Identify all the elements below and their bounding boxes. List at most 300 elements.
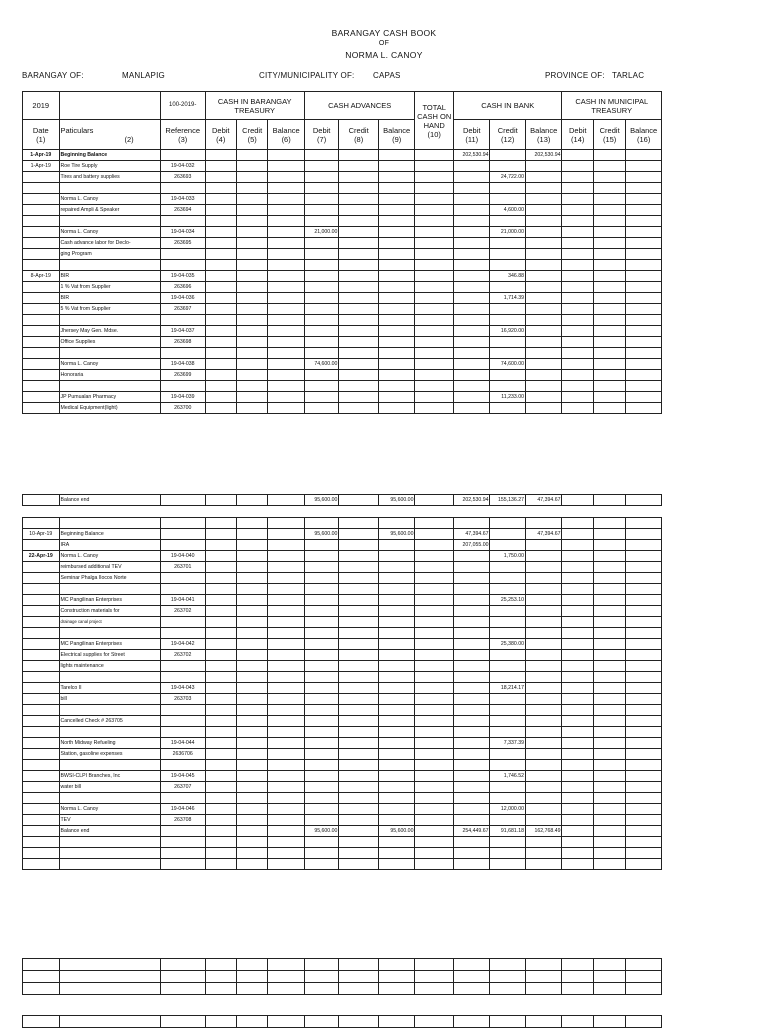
cell-mun_credit <box>593 595 625 606</box>
cell-adv_debit: 74,600.00 <box>304 359 338 370</box>
cell-part <box>59 727 160 738</box>
cell-bank_bal <box>525 815 562 826</box>
cell-brgy_credit <box>236 826 267 837</box>
cell-adv_bal <box>378 238 415 249</box>
cell-adv_credit <box>339 639 379 650</box>
col-header: Credit (12) <box>490 120 525 150</box>
cell-brgy_bal <box>268 782 305 793</box>
cell-brgy_bal <box>268 705 305 716</box>
cell-mun_credit <box>593 628 625 639</box>
cell-part: repaired Ampli & Speaker <box>59 205 160 216</box>
cell-bank_debit <box>453 716 490 727</box>
cell-brgy_credit <box>236 683 267 694</box>
cell-brgy_bal <box>268 837 305 848</box>
cell-bank_bal <box>525 716 562 727</box>
cell-brgy_debit <box>205 172 236 183</box>
cell-ref <box>160 716 205 727</box>
cell-adv_credit <box>339 161 379 172</box>
empty-cell <box>268 1016 305 1028</box>
table-row <box>23 348 662 359</box>
cell-mun_credit <box>593 161 625 172</box>
cell-mun_debit <box>562 282 593 293</box>
cell-bank_debit <box>453 837 490 848</box>
cell-bank_bal <box>525 749 562 760</box>
empty-cell <box>453 983 490 995</box>
cashbook-blank-rows-2 <box>22 1015 662 1028</box>
table-row <box>23 584 662 595</box>
cell-adv_credit <box>339 705 379 716</box>
cell-adv_bal <box>378 628 415 639</box>
empty-cell <box>562 983 593 995</box>
cell-mun_credit <box>593 348 625 359</box>
cell-total <box>415 562 454 573</box>
cell-adv_debit <box>304 260 338 271</box>
cell-adv_credit <box>339 326 379 337</box>
cell-date <box>23 738 60 749</box>
cell-ref <box>160 672 205 683</box>
cell-brgy_debit <box>205 793 236 804</box>
table-row <box>23 249 662 260</box>
cell-mun_debit <box>562 562 593 573</box>
cell-ref: 19-04-032 <box>160 161 205 172</box>
cell-part <box>59 859 160 870</box>
cell-total <box>415 826 454 837</box>
cell-bank_credit <box>490 348 526 359</box>
cell-bank_debit <box>453 694 490 705</box>
cell-mun_credit <box>593 793 625 804</box>
cell-bank_credit <box>490 238 526 249</box>
cell-mun_bal <box>626 573 662 584</box>
cell-mun_bal <box>626 359 662 370</box>
barangay-value: MANLAPIG <box>122 71 165 80</box>
cell-mun_bal <box>626 238 662 249</box>
table-row <box>23 293 662 304</box>
cell-total <box>415 650 454 661</box>
empty-cell <box>626 1016 662 1028</box>
cell-adv_debit <box>304 595 338 606</box>
cell-brgy_debit <box>205 738 236 749</box>
empty-cell <box>562 1016 593 1028</box>
cell-date <box>23 370 60 381</box>
cell-date <box>23 238 60 249</box>
cell-bank_bal <box>525 337 562 348</box>
cell-brgy_credit <box>236 804 267 815</box>
cell-mun_credit <box>593 315 625 326</box>
cell-total <box>415 584 454 595</box>
cell-adv_debit <box>304 694 338 705</box>
cell-adv_bal <box>378 403 415 414</box>
cell-adv_debit <box>304 540 338 551</box>
cell-bank_debit <box>453 172 490 183</box>
cell-bank_credit <box>490 315 526 326</box>
cell-adv_bal <box>378 551 415 562</box>
cell-adv_debit <box>304 804 338 815</box>
cell-adv_bal <box>378 749 415 760</box>
cell-mun_credit <box>593 705 625 716</box>
cell-mun_credit <box>593 337 625 348</box>
empty-cell <box>415 1016 454 1028</box>
cell-total <box>415 595 454 606</box>
cell-date <box>23 359 60 370</box>
cell-total <box>415 738 454 749</box>
cell-date <box>23 573 60 584</box>
cell-brgy_bal <box>268 595 305 606</box>
cell-brgy_credit <box>236 194 267 205</box>
empty-cell <box>415 959 454 971</box>
cell-date <box>23 617 60 628</box>
cell-adv_debit <box>304 293 338 304</box>
cell-adv_bal <box>378 771 415 782</box>
cell-mun_debit <box>562 628 593 639</box>
cell-adv_credit <box>339 172 379 183</box>
cell-part: lights maintenance <box>59 661 160 672</box>
cell-mun_debit <box>562 293 593 304</box>
year-cell: 2019 <box>23 92 60 120</box>
table-row <box>23 326 662 337</box>
cell-brgy_bal <box>268 282 305 293</box>
cell-date <box>23 518 60 529</box>
cell-bank_debit: 202,530.94 <box>453 150 490 161</box>
cell-bank_debit <box>453 161 490 172</box>
cell-brgy_debit <box>205 551 236 562</box>
cell-brgy_credit <box>236 150 267 161</box>
cell-adv_bal <box>378 716 415 727</box>
cell-ref: 19-04-036 <box>160 293 205 304</box>
cell-bank_bal <box>525 348 562 359</box>
cell-adv_debit <box>304 304 338 315</box>
cell-brgy_credit <box>236 815 267 826</box>
cell-bank_credit: 155,136.27 <box>490 495 526 506</box>
cell-bank_bal <box>525 238 562 249</box>
cell-bank_bal <box>525 848 562 859</box>
cell-mun_debit <box>562 194 593 205</box>
empty-cell <box>378 971 415 983</box>
cell-bank_credit: 25,380.00 <box>490 639 526 650</box>
cell-mun_credit <box>593 260 625 271</box>
cash-advances-header: CASH ADVANCES <box>304 92 415 120</box>
cell-brgy_debit <box>205 837 236 848</box>
col-header: Balance (16) <box>626 120 662 150</box>
cell-bank_credit <box>490 650 526 661</box>
cell-part <box>59 672 160 683</box>
cell-date <box>23 749 60 760</box>
empty-cell <box>593 983 625 995</box>
cell-bank_bal <box>525 804 562 815</box>
cell-bank_debit <box>453 584 490 595</box>
table-row <box>23 815 662 826</box>
cell-date <box>23 837 60 848</box>
cell-bank_credit: 7,337.39 <box>490 738 526 749</box>
table-row <box>23 650 662 661</box>
cell-ref: 263702 <box>160 606 205 617</box>
cell-mun_debit <box>562 205 593 216</box>
cell-mun_debit <box>562 326 593 337</box>
cell-total <box>415 315 454 326</box>
cell-brgy_bal <box>268 260 305 271</box>
cell-total <box>415 392 454 403</box>
cell-bank_bal <box>525 183 562 194</box>
cell-ref: 263698 <box>160 337 205 348</box>
cash-bank-header: CASH IN BANK <box>453 92 562 120</box>
cell-mun_credit <box>593 359 625 370</box>
cell-brgy_debit <box>205 628 236 639</box>
empty-cell <box>562 971 593 983</box>
cell-mun_bal <box>626 260 662 271</box>
empty-cell <box>490 971 526 983</box>
cell-mun_bal <box>626 837 662 848</box>
cell-brgy_bal <box>268 540 305 551</box>
cell-brgy_credit <box>236 205 267 216</box>
cell-part <box>59 381 160 392</box>
cell-mun_debit <box>562 172 593 183</box>
cell-mun_credit <box>593 370 625 381</box>
cell-adv_bal <box>378 183 415 194</box>
col-header: Debit (14) <box>562 120 593 150</box>
cell-ref: 19-04-037 <box>160 326 205 337</box>
cell-adv_bal <box>378 518 415 529</box>
cell-adv_credit <box>339 183 379 194</box>
cell-brgy_debit <box>205 370 236 381</box>
cell-brgy_bal <box>268 606 305 617</box>
cell-adv_debit <box>304 551 338 562</box>
cell-mun_bal <box>626 617 662 628</box>
empty-cell <box>304 971 338 983</box>
cell-mun_bal <box>626 584 662 595</box>
empty-cell <box>59 959 160 971</box>
cell-brgy_credit <box>236 518 267 529</box>
cell-brgy_bal <box>268 529 305 540</box>
cell-adv_credit <box>339 315 379 326</box>
cell-bank_bal <box>525 540 562 551</box>
cell-brgy_credit <box>236 326 267 337</box>
cell-bank_debit <box>453 705 490 716</box>
cell-ref: 19-04-038 <box>160 359 205 370</box>
cell-ref: 263707 <box>160 782 205 793</box>
cell-mun_bal <box>626 705 662 716</box>
cell-bank_debit <box>453 260 490 271</box>
cell-brgy_credit <box>236 238 267 249</box>
cell-mun_credit <box>593 495 625 506</box>
cell-brgy_credit <box>236 227 267 238</box>
cell-brgy_bal <box>268 337 305 348</box>
cell-adv_credit <box>339 793 379 804</box>
cell-brgy_debit <box>205 815 236 826</box>
cell-bank_bal <box>525 760 562 771</box>
cell-bank_debit <box>453 683 490 694</box>
cashbook-title-of: OF <box>378 40 390 47</box>
cell-brgy_credit <box>236 260 267 271</box>
cell-adv_bal <box>378 694 415 705</box>
cashbook-balance-end-1 <box>22 494 662 506</box>
table-row <box>23 826 662 837</box>
cell-brgy_bal <box>268 238 305 249</box>
cell-brgy_bal <box>268 639 305 650</box>
cell-total <box>415 304 454 315</box>
empty-cell <box>205 1016 236 1028</box>
cell-mun_credit <box>593 551 625 562</box>
cell-mun_bal <box>626 727 662 738</box>
cell-brgy_credit <box>236 760 267 771</box>
cell-mun_debit <box>562 249 593 260</box>
cell-adv_debit <box>304 584 338 595</box>
cell-bank_bal <box>525 606 562 617</box>
cell-ref: 263696 <box>160 282 205 293</box>
cell-adv_debit: 95,600.00 <box>304 826 338 837</box>
cell-mun_debit <box>562 370 593 381</box>
cell-ref <box>160 540 205 551</box>
cell-adv_debit <box>304 683 338 694</box>
cell-bank_debit: 47,394.67 <box>453 529 490 540</box>
empty-cell <box>59 1016 160 1028</box>
cell-ref: 263708 <box>160 815 205 826</box>
table-row <box>23 959 662 971</box>
cell-brgy_bal <box>268 271 305 282</box>
cell-brgy_credit <box>236 727 267 738</box>
cell-adv_credit <box>339 848 379 859</box>
cell-bank_bal <box>525 249 562 260</box>
cell-bank_credit <box>490 584 526 595</box>
cell-brgy_debit <box>205 315 236 326</box>
cell-bank_credit: 18,214.17 <box>490 683 526 694</box>
cell-bank_credit: 1,714.39 <box>490 293 526 304</box>
cell-mun_debit <box>562 337 593 348</box>
cell-bank_credit: 1,750.00 <box>490 551 526 562</box>
cell-ref: 263697 <box>160 304 205 315</box>
cell-brgy_bal <box>268 205 305 216</box>
cell-mun_credit <box>593 392 625 403</box>
cell-adv_bal <box>378 194 415 205</box>
cell-bank_debit <box>453 639 490 650</box>
cell-mun_debit <box>562 271 593 282</box>
cell-bank_credit <box>490 161 526 172</box>
cell-date <box>23 815 60 826</box>
cell-total <box>415 727 454 738</box>
cell-mun_credit <box>593 304 625 315</box>
cell-adv_debit <box>304 617 338 628</box>
cell-bank_credit: 16,920.00 <box>490 326 526 337</box>
cell-adv_debit <box>304 183 338 194</box>
cell-part: Tarelco II <box>59 683 160 694</box>
cell-part <box>59 628 160 639</box>
cell-adv_bal <box>378 359 415 370</box>
table-row <box>23 971 662 983</box>
cell-adv_debit <box>304 760 338 771</box>
cell-adv_debit <box>304 782 338 793</box>
empty-cell <box>268 971 305 983</box>
empty-cell <box>593 1016 625 1028</box>
cell-adv_debit <box>304 194 338 205</box>
cell-brgy_debit <box>205 661 236 672</box>
cell-bank_bal <box>525 727 562 738</box>
cell-bank_bal <box>525 771 562 782</box>
cell-bank_credit <box>490 716 526 727</box>
cell-bank_debit: 202,530.94 <box>453 495 490 506</box>
cell-bank_bal <box>525 315 562 326</box>
cell-brgy_bal <box>268 150 305 161</box>
cell-bank_credit <box>490 727 526 738</box>
cell-adv_credit <box>339 738 379 749</box>
empty-cell <box>205 959 236 971</box>
total-cash-header: TOTAL CASH ON HAND (10) <box>415 92 454 150</box>
table-row <box>23 183 662 194</box>
cell-brgy_bal <box>268 194 305 205</box>
cell-brgy_bal <box>268 804 305 815</box>
cell-mun_debit <box>562 359 593 370</box>
cell-adv_bal <box>378 562 415 573</box>
cell-adv_credit <box>339 381 379 392</box>
cell-adv_credit <box>339 348 379 359</box>
cell-bank_bal: 202,530.94 <box>525 150 562 161</box>
cell-bank_debit <box>453 348 490 359</box>
cell-adv_bal <box>378 205 415 216</box>
cell-brgy_credit <box>236 782 267 793</box>
cell-bank_bal <box>525 683 562 694</box>
cell-adv_bal <box>378 216 415 227</box>
cell-brgy_debit <box>205 337 236 348</box>
cell-mun_debit <box>562 859 593 870</box>
cell-date <box>23 337 60 348</box>
cell-adv_bal <box>378 293 415 304</box>
cell-date <box>23 183 60 194</box>
cell-brgy_credit <box>236 562 267 573</box>
cell-part: BWSI-CLPI Branches, Inc <box>59 771 160 782</box>
cell-bank_bal <box>525 793 562 804</box>
cell-bank_credit <box>490 304 526 315</box>
cell-part <box>59 793 160 804</box>
cell-brgy_credit <box>236 793 267 804</box>
cell-bank_debit <box>453 304 490 315</box>
cell-total <box>415 540 454 551</box>
cell-date <box>23 495 60 506</box>
cell-adv_debit: 95,600.00 <box>304 495 338 506</box>
cell-brgy_bal <box>268 683 305 694</box>
cell-bank_credit <box>490 661 526 672</box>
cell-brgy_bal <box>268 617 305 628</box>
cell-total <box>415 760 454 771</box>
cell-adv_credit <box>339 194 379 205</box>
cell-mun_debit <box>562 551 593 562</box>
cell-total <box>415 837 454 848</box>
cell-part: ging Program <box>59 249 160 260</box>
cell-date <box>23 727 60 738</box>
cell-ref: 263701 <box>160 562 205 573</box>
cell-bank_bal <box>525 628 562 639</box>
cell-ref <box>160 183 205 194</box>
cell-adv_credit <box>339 727 379 738</box>
cell-ref: 263700 <box>160 403 205 414</box>
cell-brgy_credit <box>236 573 267 584</box>
cell-mun_credit <box>593 617 625 628</box>
cell-date <box>23 315 60 326</box>
cell-date <box>23 348 60 359</box>
cell-adv_credit <box>339 293 379 304</box>
cell-adv_credit <box>339 859 379 870</box>
cell-adv_credit <box>339 518 379 529</box>
cell-adv_bal <box>378 782 415 793</box>
table-row <box>23 716 662 727</box>
cell-total <box>415 216 454 227</box>
cell-bank_debit <box>453 749 490 760</box>
cell-bank_credit <box>490 529 526 540</box>
cell-brgy_bal <box>268 216 305 227</box>
cell-adv_bal <box>378 760 415 771</box>
cell-bank_bal: 47,394.67 <box>525 495 562 506</box>
cell-mun_debit <box>562 540 593 551</box>
cell-mun_credit <box>593 271 625 282</box>
cell-part: TEV <box>59 815 160 826</box>
empty-cell <box>160 959 205 971</box>
cell-bank_debit <box>453 804 490 815</box>
